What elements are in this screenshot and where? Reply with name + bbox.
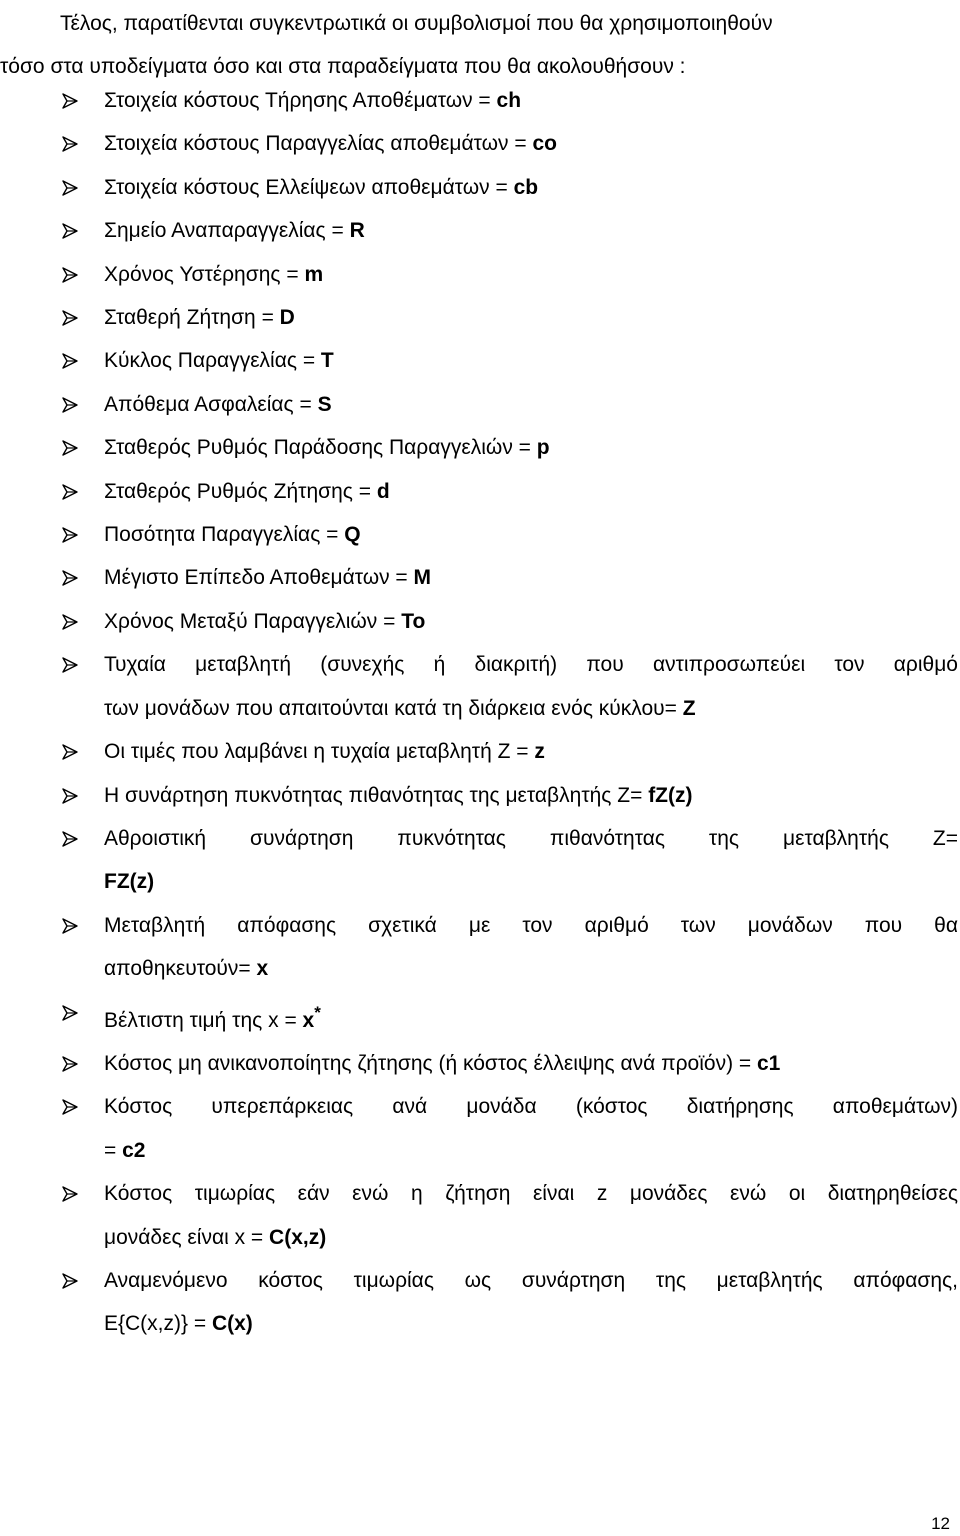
- item-label: Τυχαία μεταβλητή (συνεχής ή διακριτή) που αντιπροσωπεύει τον αριθμό: [104, 653, 958, 677]
- item-continuation-label: E{C(x,z)} =: [104, 1312, 212, 1336]
- item-continuation: [104, 687, 958, 730]
- list-item: [0, 1042, 960, 1085]
- symbol: Z: [682, 696, 696, 720]
- item-continuation-label: =: [104, 1138, 123, 1162]
- symbol: FZ(z): [104, 870, 155, 894]
- item-text: [104, 253, 958, 296]
- arrowhead-bullet-icon: [62, 904, 82, 947]
- item-label: Σημείο Αναπαραγγελίας =: [104, 219, 350, 243]
- symbol: p: [536, 436, 550, 460]
- item-continuation: [104, 1129, 958, 1172]
- list-item: [0, 817, 960, 904]
- item-continuation: [104, 1216, 958, 1259]
- list-item: [0, 122, 960, 165]
- item-text: [104, 1042, 958, 1085]
- item-label: Απόθεμα Ασφαλείας =: [104, 392, 318, 416]
- item-continuation-label: των μονάδων που απαιτούνται κατά τη διάρκεια ενός κύκλου=: [104, 696, 683, 720]
- item-label: Η συνάρτηση πυκνότητας πιθανότητας της μεταβλητής Z=: [104, 783, 649, 807]
- item-label: Κύκλος Παραγγελίας =: [104, 349, 321, 373]
- arrowhead-bullet-icon: [62, 1172, 82, 1215]
- item-label: Σταθερή Ζήτηση =: [104, 306, 280, 330]
- item-text: [104, 991, 958, 1042]
- item-continuation-label: αποθηκευτούν=: [104, 957, 257, 981]
- list-item: [0, 991, 960, 1042]
- symbol: Q: [344, 523, 361, 547]
- list-item: [0, 1172, 960, 1259]
- symbol: S: [317, 392, 332, 416]
- item-label: Κόστος τιμωρίας εάν ενώ η ζήτηση είναι z μονάδες ενώ οι διατηρηθείσες: [104, 1182, 958, 1206]
- item-text: [104, 904, 958, 947]
- arrowhead-bullet-icon: [62, 556, 82, 599]
- arrowhead-bullet-icon: [62, 166, 82, 209]
- item-text: [104, 383, 958, 426]
- arrowhead-bullet-icon: [62, 470, 82, 513]
- list-item: [0, 730, 960, 773]
- item-text: [104, 1259, 958, 1302]
- symbol-list: [0, 79, 960, 1346]
- list-item: [0, 774, 960, 817]
- item-text: [104, 1085, 958, 1128]
- arrowhead-bullet-icon: [62, 79, 82, 122]
- arrowhead-bullet-icon: [62, 1259, 82, 1302]
- item-label: Μεταβλητή απόφασης σχετικά με τον αριθμό των μονάδων που θα: [104, 913, 958, 937]
- symbol: To: [401, 609, 426, 633]
- list-item: [0, 513, 960, 556]
- arrowhead-bullet-icon: [62, 296, 82, 339]
- list-item: [0, 643, 960, 730]
- list-item: [0, 383, 960, 426]
- arrowhead-bullet-icon: [62, 339, 82, 382]
- list-item: [0, 296, 960, 339]
- symbol: cb: [513, 175, 539, 199]
- list-item: [0, 209, 960, 252]
- item-continuation: [104, 1302, 958, 1345]
- intro-line-1: Τέλος, παρατίθενται συγκεντρωτικά οι συμβολισμοί που θα χρησιμοποιηθούν: [60, 12, 773, 35]
- item-text: [104, 600, 958, 643]
- arrowhead-bullet-icon: [62, 426, 82, 469]
- symbol: R: [349, 219, 365, 243]
- arrowhead-bullet-icon: [62, 1042, 82, 1085]
- arrowhead-bullet-icon: [62, 209, 82, 252]
- item-label: Αναμενόμενο κόστος τιμωρίας ως συνάρτηση της μεταβλητής απόφασης,: [104, 1268, 958, 1292]
- arrowhead-bullet-icon: [62, 817, 82, 860]
- item-label: Αθροιστική συνάρτηση πυκνότητας πιθανότητας της μεταβλητής Z=: [104, 826, 958, 850]
- arrowhead-bullet-icon: [62, 730, 82, 773]
- list-item: [0, 253, 960, 296]
- symbol: co: [532, 132, 557, 156]
- symbol: x: [256, 957, 269, 981]
- item-continuation-label: μονάδες είναι x =: [104, 1225, 270, 1249]
- arrowhead-bullet-icon: [62, 1085, 82, 1128]
- item-label: Κόστος υπερεπάρκειας ανά μονάδα (κόστος διατήρησης αποθεμάτων): [104, 1095, 958, 1119]
- list-item: [0, 79, 960, 122]
- item-label: Στοιχεία κόστους Παραγγελίας αποθεμάτων =: [104, 132, 533, 156]
- superscript: *: [314, 1002, 321, 1022]
- item-text: [104, 1172, 958, 1215]
- arrowhead-bullet-icon: [62, 122, 82, 165]
- item-label: Ποσότητα Παραγγελίας =: [104, 523, 345, 547]
- symbol: z: [534, 740, 545, 764]
- list-item: [0, 426, 960, 469]
- item-text: [104, 774, 958, 817]
- item-label: Σταθερός Ρυθμός Παράδοσης Παραγγελιών =: [104, 436, 537, 460]
- item-label: Μέγιστο Επίπεδο Αποθεμάτων =: [104, 566, 414, 590]
- item-text: [104, 513, 958, 556]
- list-item: [0, 339, 960, 382]
- item-text: [104, 470, 958, 513]
- symbol: D: [279, 306, 295, 330]
- arrowhead-bullet-icon: [62, 643, 82, 686]
- item-text: [104, 339, 958, 382]
- item-text: [104, 730, 958, 773]
- arrowhead-bullet-icon: [62, 253, 82, 296]
- item-label: Κόστος μη ανικανοποίητης ζήτησης (ή κόστος έλλειψης ανά προϊόν) =: [104, 1051, 757, 1075]
- arrowhead-bullet-icon: [62, 600, 82, 643]
- item-text: [104, 296, 958, 339]
- symbol: C(x,z): [269, 1225, 327, 1249]
- item-label: Χρόνος Υστέρησης =: [104, 262, 305, 286]
- item-label: Οι τιμές που λαμβάνει η τυχαία μεταβλητή Z =: [104, 740, 535, 764]
- symbol: C(x): [211, 1312, 253, 1336]
- symbol: c1: [757, 1051, 781, 1075]
- list-item: [0, 904, 960, 991]
- list-item: [0, 470, 960, 513]
- item-continuation: [104, 860, 958, 903]
- symbol: T: [320, 349, 334, 373]
- item-label: Στοιχεία κόστους Τήρησης Αποθέματων =: [104, 89, 497, 112]
- symbol: m: [304, 262, 324, 286]
- arrowhead-bullet-icon: [62, 991, 82, 1034]
- item-label: Στοιχεία κόστους Ελλείψεων αποθεμάτων =: [104, 175, 514, 199]
- item-text: [104, 79, 958, 122]
- symbol: x: [302, 1008, 315, 1032]
- list-item: [0, 1085, 960, 1172]
- item-label: Σταθερός Ρυθμός Ζήτησης =: [104, 479, 377, 503]
- item-text: [104, 122, 958, 165]
- arrowhead-bullet-icon: [62, 513, 82, 556]
- symbol: ch: [496, 89, 522, 112]
- intro-line-2: τόσο στα υποδείγματα όσο και στα παραδείγματα που θα ακολουθήσουν :: [0, 55, 686, 78]
- symbol: c2: [122, 1138, 146, 1162]
- list-item: [0, 556, 960, 599]
- list-item: [0, 1259, 960, 1346]
- list-item: [0, 600, 960, 643]
- item-continuation: [104, 947, 958, 990]
- item-text: [104, 426, 958, 469]
- item-text: [104, 209, 958, 252]
- symbol: fZ(z): [648, 783, 693, 807]
- item-label: Βέλτιστη τιμή της x =: [104, 1008, 303, 1032]
- symbol: d: [376, 479, 390, 503]
- page-number: 12: [931, 1514, 950, 1533]
- list-item: [0, 166, 960, 209]
- arrowhead-bullet-icon: [62, 383, 82, 426]
- symbol: M: [413, 566, 432, 590]
- item-text: [104, 166, 958, 209]
- intro-paragraph: [0, 2, 958, 88]
- item-text: [104, 556, 958, 599]
- item-text: [104, 817, 958, 860]
- item-text: [104, 643, 958, 686]
- item-label: Χρόνος Μεταξύ Παραγγελιών =: [104, 609, 402, 633]
- arrowhead-bullet-icon: [62, 774, 82, 817]
